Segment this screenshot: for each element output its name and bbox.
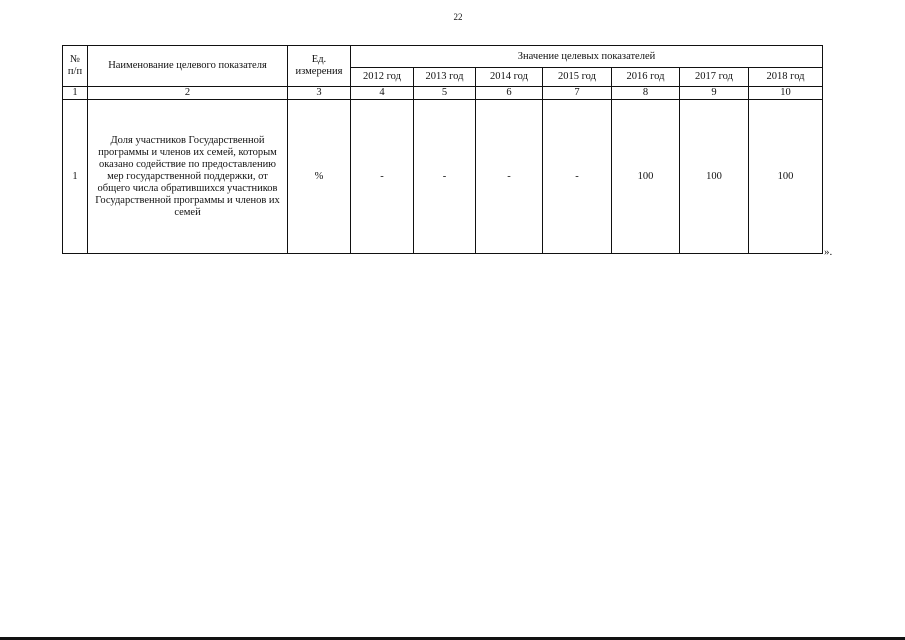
indicator-unit: % — [288, 100, 351, 254]
column-number: 4 — [351, 87, 414, 100]
column-number: 7 — [543, 87, 612, 100]
header-year: 2014 год — [476, 68, 543, 87]
header-values-group: Значение целевых показателей — [351, 46, 823, 68]
header-num: № п/п — [63, 46, 88, 87]
column-number: 9 — [680, 87, 749, 100]
indicator-value: 100 — [749, 100, 823, 254]
column-numbers-row — [63, 87, 823, 100]
column-number: 1 — [63, 87, 88, 100]
table-row — [63, 100, 823, 254]
header-unit: Ед. измерения — [288, 46, 351, 87]
column-number: 2 — [88, 87, 288, 100]
page-number: 22 — [453, 12, 463, 22]
column-number: 8 — [612, 87, 680, 100]
indicator-value: 100 — [612, 100, 680, 254]
column-number: 6 — [476, 87, 543, 100]
row-number: 1 — [63, 100, 88, 254]
header-year: 2018 год — [749, 68, 823, 87]
indicator-value: - — [543, 100, 612, 254]
indicator-value: 100 — [680, 100, 749, 254]
indicator-value: - — [351, 100, 414, 254]
header-year: 2012 год — [351, 68, 414, 87]
indicator-name: Доля участников Государственной программы и членов их семей, которым оказано содействие по предоставлению мер государственной поддержки, от общего числа обратившихся участников Государственной программы и членов их семей — [88, 100, 288, 254]
closing-quote-mark: ». — [824, 246, 833, 258]
header-year: 2013 год — [414, 68, 476, 87]
target-indicators-table — [62, 45, 823, 254]
header-name: Наименование целевого показателя — [88, 46, 288, 87]
target-indicators-table-container — [62, 45, 822, 254]
header-year: 2016 год — [612, 68, 680, 87]
column-number: 10 — [749, 87, 823, 100]
column-number: 3 — [288, 87, 351, 100]
header-row — [63, 46, 823, 68]
indicator-value: - — [414, 100, 476, 254]
column-number: 5 — [414, 87, 476, 100]
header-year: 2015 год — [543, 68, 612, 87]
header-year: 2017 год — [680, 68, 749, 87]
indicator-value: - — [476, 100, 543, 254]
